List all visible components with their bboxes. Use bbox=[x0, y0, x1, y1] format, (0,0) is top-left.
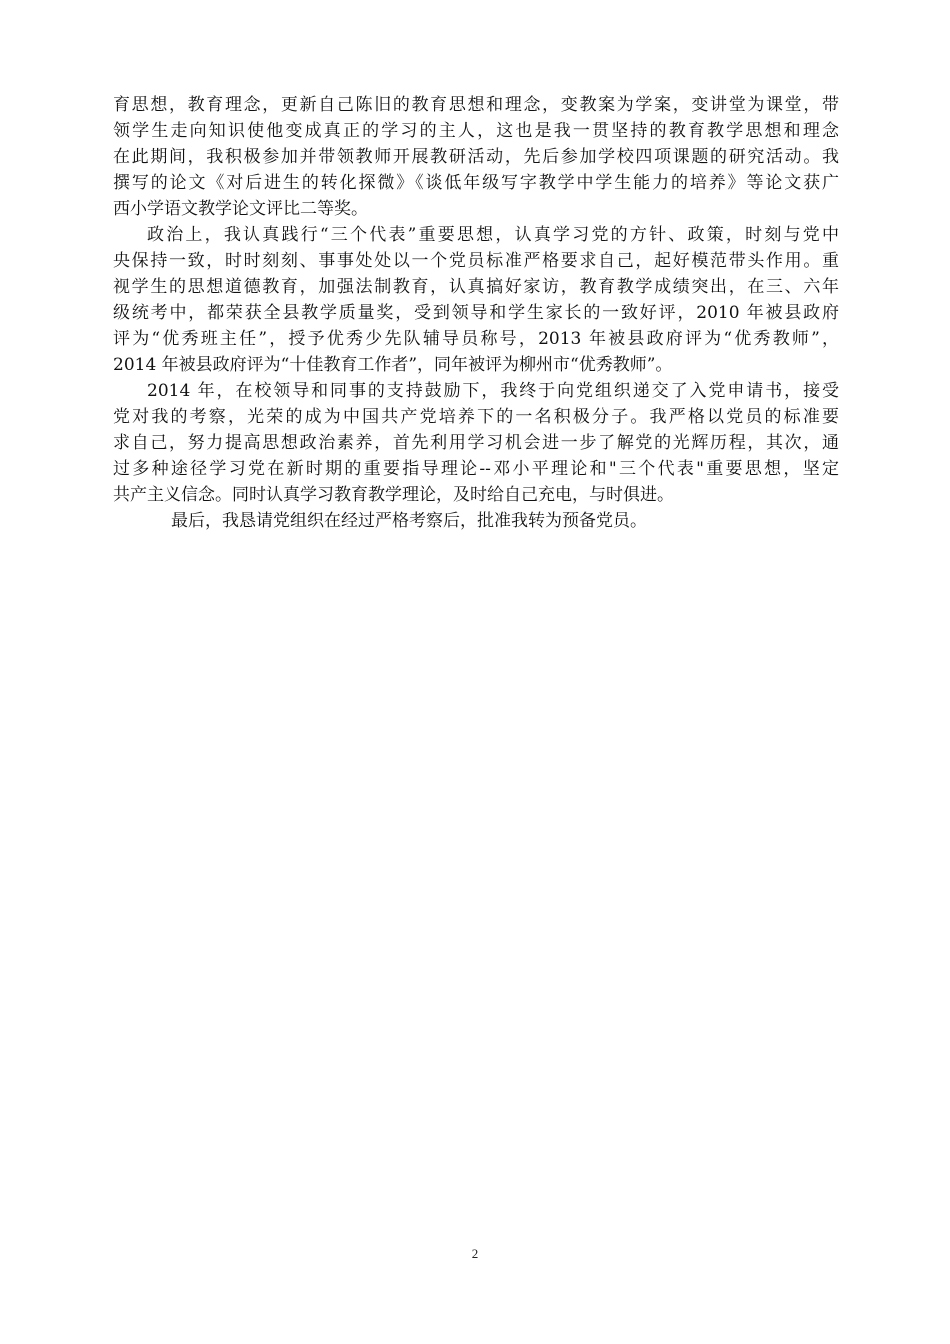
text-line: 育思想，教育理念，更新自己陈旧的教育思想和理念，变教案为学案，变讲堂为课堂，带 bbox=[113, 95, 839, 115]
text-line: 2014 年，在校领导和同事的支持鼓励下，我终于向党组织递交了入党申请书，接受 bbox=[147, 381, 839, 401]
text-line: 过多种途径学习党在新时期的重要指导理论--邓小平理论和"三个代表"重要思想，坚定 bbox=[113, 459, 839, 479]
text-line: 求自己，努力提高思想政治素养，首先利用学习机会进一步了解党的光辉历程，其次，通 bbox=[113, 433, 839, 453]
text-line: 2014 年被县政府评为“十佳教育工作者”，同年被评为柳州市“优秀教师”。 bbox=[113, 355, 673, 375]
text-line: 评为“优秀班主任”，授予优秀少先队辅导员称号，2013 年被县政府评为“优秀教师”， bbox=[113, 329, 839, 349]
text-line: 视学生的思想道德教育，加强法制教育，认真搞好家访，教育教学成绩突出，在三、六年 bbox=[113, 277, 839, 297]
text-line: 西小学语文教学论文评比二等奖。 bbox=[113, 199, 368, 219]
document-body bbox=[113, 92, 839, 534]
page-number: 2 bbox=[471, 1246, 479, 1261]
text-line: 领学生走向知识使他变成真正的学习的主人，这也是我一贯坚持的教育教学思想和理念 bbox=[113, 121, 839, 141]
text-line: 央保持一致，时时刻刻、事事处处以一个党员标准严格要求自己，起好模范带头作用。重 bbox=[113, 251, 839, 271]
text-line: 政治上，我认真践行“三个代表”重要思想，认真学习党的方针、政策，时刻与党中 bbox=[147, 225, 839, 245]
text-line: 共产主义信念。同时认真学习教育教学理论，及时给自己充电，与时俱进。 bbox=[113, 485, 674, 505]
text-line: 党对我的考察，光荣的成为中国共产党培养下的一名积极分子。我严格以党员的标准要 bbox=[113, 407, 839, 427]
text-line: 级统考中，都荣获全县教学质量奖，受到领导和学生家长的一致好评，2010 年被县政府 bbox=[113, 303, 839, 323]
text-line: 在此期间，我积极参加并带领教师开展教研活动，先后参加学校四项课题的研究活动。我 bbox=[113, 147, 839, 167]
text-line: 撰写的论文《对后进生的转化探微》《谈低年级写字教学中学生能力的培养》等论文获广 bbox=[113, 173, 839, 193]
text-line: 最后，我恳请党组织在经过严格考察后，批准我转为预备党员。 bbox=[171, 511, 647, 531]
